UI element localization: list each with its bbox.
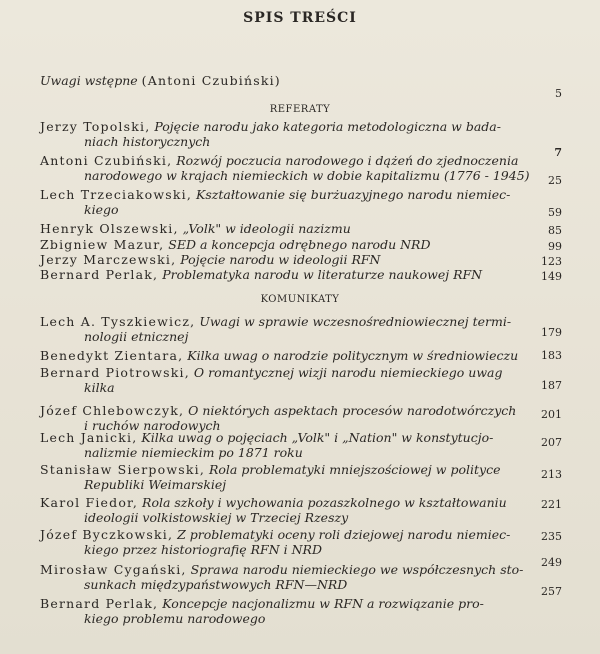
toc-entry — [40, 463, 530, 478]
entry-author: Józef Chlebowczyk, — [40, 403, 185, 418]
entry-author: Antoni Czubiński, — [40, 153, 173, 168]
toc-entry — [40, 597, 530, 612]
entry-continuation: kilka — [84, 380, 115, 395]
toc-entry-intro — [40, 74, 530, 89]
entry-author: Józef Byczkowski, — [40, 527, 174, 542]
entry-title: O romantycznej wizji narodu niemieckiego uwag — [193, 365, 503, 380]
toc-entry — [40, 154, 530, 169]
entry-title: „Volk" w ideologii nazizmu — [182, 221, 351, 236]
page-number: 249 — [541, 556, 562, 569]
entry-author: Jerzy Topolski, — [40, 119, 151, 134]
entry-title: Rola szkoły i wychowania pozaszkolnego w kształtowaniu — [142, 495, 507, 510]
toc-entry — [40, 404, 530, 419]
entry-author: Lech Janicki, — [40, 430, 138, 445]
page-number: 257 — [541, 585, 562, 598]
entry-title: Uwagi w sprawie wczesnośredniowiecznej termi- — [199, 314, 512, 329]
section-heading-komunikaty: KOMUNIKATY — [260, 294, 340, 305]
entry-author: Bernard Perlak, — [40, 267, 159, 282]
entry-title: O niektórych aspektach procesów narodotwórczych — [188, 403, 517, 418]
entry-author: Lech Trzeciakowski, — [40, 187, 193, 202]
entry-continuation: kiego problemu narodowego — [84, 611, 266, 626]
entry-continuation: niach historycznych — [84, 134, 211, 149]
toc-entry — [40, 563, 530, 578]
page-number: 25 — [548, 174, 562, 187]
entry-author: Zbigniew Mazur, — [40, 237, 165, 252]
page-title: SPIS TREŚCI — [243, 10, 357, 26]
entry-title: Rola problematyki mniejszościowej w polityce — [209, 462, 501, 477]
toc-entry — [40, 496, 530, 511]
toc-entry — [40, 528, 530, 543]
toc-entry — [40, 188, 530, 203]
entry-continuation: ideologii volkistowskiej w Trzeciej Rzeszy — [84, 510, 349, 525]
page-number: 235 — [541, 530, 562, 543]
page-number: 85 — [548, 224, 562, 237]
toc-entry — [40, 253, 530, 268]
toc-entry — [40, 268, 530, 283]
entry-title: Uwagi wstępne — [40, 73, 138, 88]
entry-title: Kilka uwag o narodzie politycznym w średniowieczu — [187, 348, 519, 363]
page-number: 5 — [555, 87, 562, 100]
entry-author: Benedykt Zientara, — [40, 348, 184, 363]
entry-continuation: narodowego w krajach niemieckich w dobie kapitalizmu (1776 - 1945) — [84, 168, 530, 183]
entry-title: SED a koncepcja odrębnego narodu NRD — [168, 237, 431, 252]
toc-entry — [40, 222, 530, 237]
entry-title: Rozwój poczucia narodowego i dążeń do zjednoczenia — [176, 153, 519, 168]
page-number: 221 — [541, 498, 562, 511]
section-heading-referaty: REFERATY — [269, 104, 331, 115]
page-number: 207 — [541, 436, 562, 449]
page-number: 59 — [548, 206, 562, 219]
entry-continuation: Republiki Weimarskiej — [84, 477, 227, 492]
entry-title: Kilka uwag o pojęciach „Volk" i „Nation" w konstytucjo- — [141, 430, 494, 445]
entry-continuation: kiego — [84, 202, 119, 217]
entry-author: (Antoni Czubiński) — [141, 73, 281, 88]
page-number: 123 — [541, 255, 562, 268]
page-number: 213 — [541, 468, 562, 481]
toc-entry — [40, 349, 530, 364]
toc-entry — [40, 431, 530, 446]
page-number: 183 — [541, 349, 562, 362]
entry-title: Z problematyki oceny roli dziejowej narodu niemiec- — [177, 527, 511, 542]
entry-title: Pojęcie narodu w ideologii RFN — [180, 252, 381, 267]
entry-title: Kształtowanie się burżuazyjnego narodu niemiec- — [196, 187, 511, 202]
toc-entry — [40, 238, 530, 253]
entry-title: Pojęcie narodu jako kategoria metodologiczna w bada- — [154, 119, 501, 134]
page-number: 99 — [548, 240, 562, 253]
page-number: 201 — [541, 408, 562, 421]
entry-continuation: i ruchów narodowych — [84, 418, 221, 433]
page-number: 149 — [541, 270, 562, 283]
entry-author: Bernard Piotrowski, — [40, 365, 190, 380]
entry-continuation: nologii etnicznej — [84, 329, 189, 344]
entry-author: Stanisław Sierpowski, — [40, 462, 206, 477]
entry-title: Sprawa narodu niemieckiego we współczesnych sto- — [190, 562, 524, 577]
toc-entry — [40, 120, 530, 135]
entry-continuation: kiego przez historiografię RFN i NRD — [84, 542, 322, 557]
toc-entry — [40, 315, 530, 330]
entry-author: Jerzy Marczewski, — [40, 252, 177, 267]
entry-continuation: sunkach międzypaństwowych RFN—NRD — [84, 577, 348, 592]
entry-continuation: nalizmie niemieckim po 1871 roku — [84, 445, 303, 460]
entry-title: Problematyka narodu w literaturze naukowej RFN — [162, 267, 483, 282]
entry-author: Lech A. Tyszkiewicz, — [40, 314, 196, 329]
page-number: 187 — [541, 379, 562, 392]
entry-author: Mirosław Cygański, — [40, 562, 187, 577]
entry-author: Bernard Perlak, — [40, 596, 159, 611]
entry-title: Koncepcje nacjonalizmu w RFN a rozwiązanie pro- — [162, 596, 484, 611]
page-number: 7 — [554, 146, 562, 159]
page-number: 179 — [541, 326, 562, 339]
toc-entry — [40, 366, 530, 381]
entry-author: Henryk Olszewski, — [40, 221, 179, 236]
entry-author: Karol Fiedor, — [40, 495, 139, 510]
